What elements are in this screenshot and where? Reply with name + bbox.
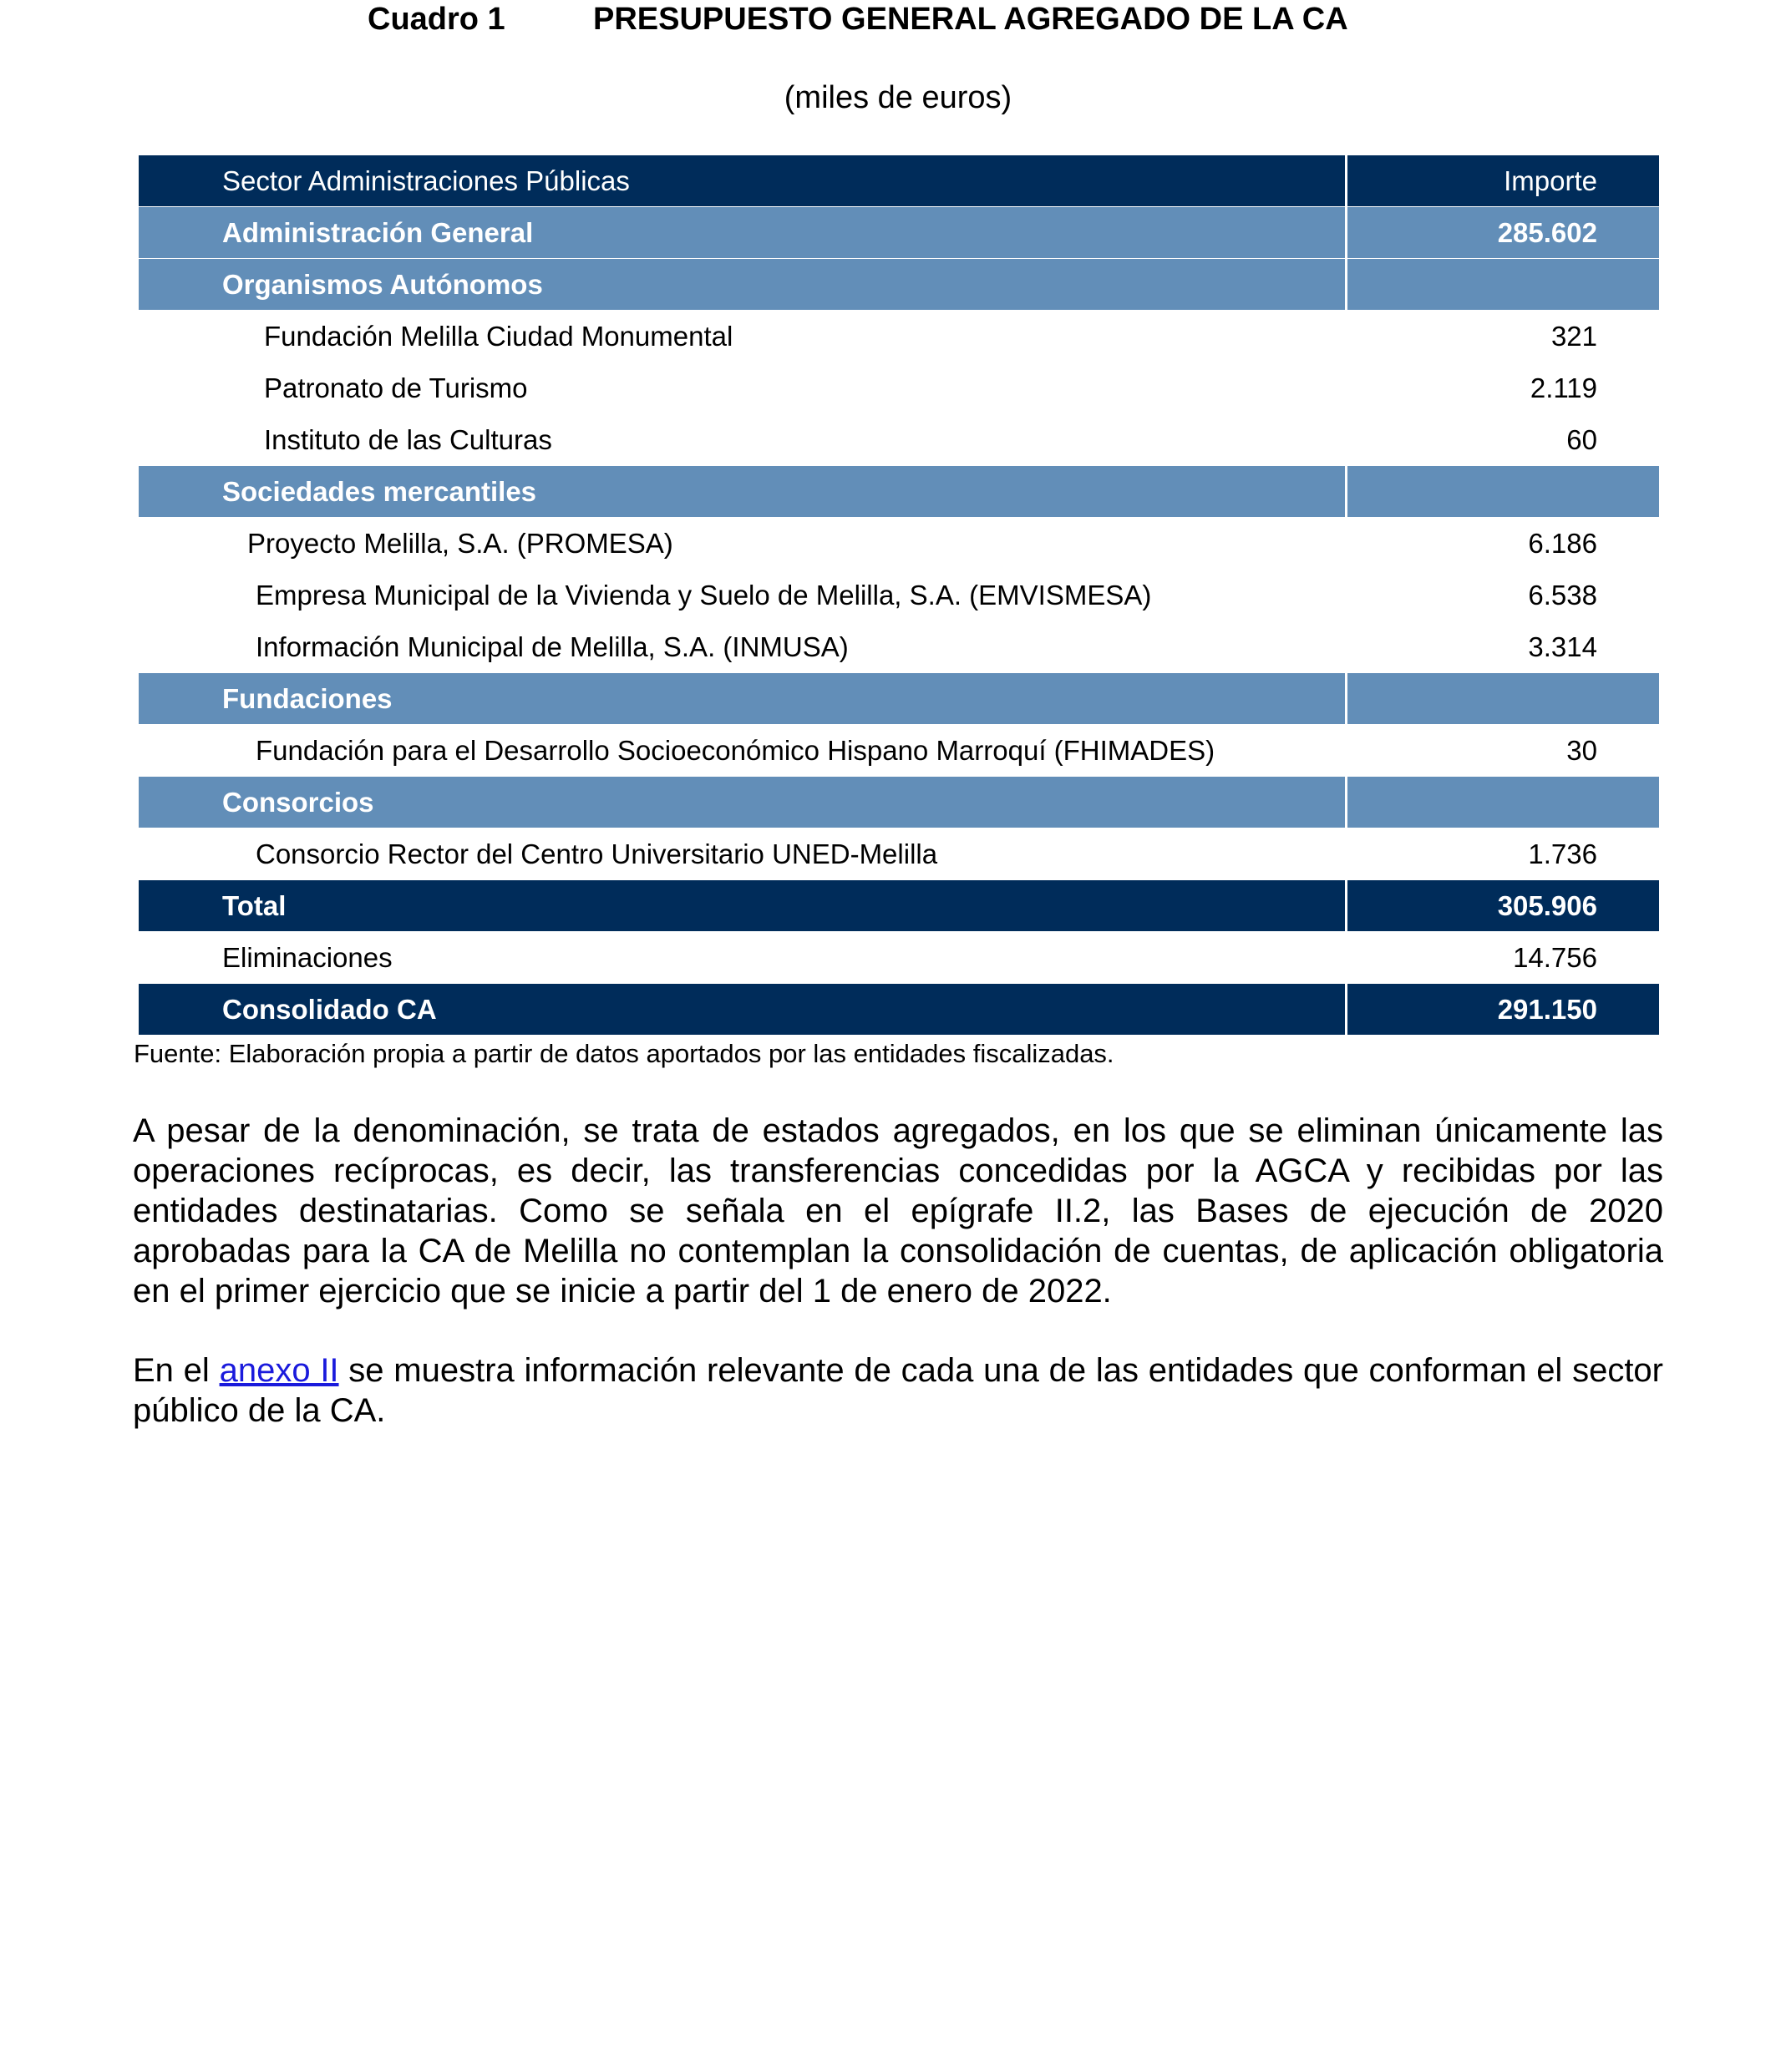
eliminaciones-label: Eliminaciones [222, 941, 393, 973]
entity-amount: 321 [1550, 320, 1597, 352]
entity-amount: 1.736 [1528, 838, 1597, 869]
table-row [139, 570, 1659, 621]
section-label: Consorcios [139, 777, 1347, 828]
total-label: Total [139, 880, 1347, 931]
consolidado-label: Consolidado CA [139, 984, 1347, 1035]
section-amount [1347, 673, 1659, 724]
table-caption [0, 0, 1776, 42]
section-amount [1347, 466, 1659, 517]
table-row [139, 311, 1659, 362]
entity-amount: 30 [1566, 734, 1597, 766]
entity-name: Proyecto Melilla, S.A. (PROMESA) [247, 527, 673, 559]
section-amount [1347, 777, 1659, 828]
section-label: Organismos Autónomos [139, 259, 1347, 310]
section-label: Fundaciones [139, 673, 1347, 724]
entity-amount: 6.538 [1528, 579, 1597, 610]
column-header-sector: Sector Administraciones Públicas [139, 155, 1347, 206]
table-title: PRESUPUESTO GENERAL AGREGADO DE LA CA [593, 2, 1348, 37]
entity-name: Empresa Municipal de la Vivienda y Suelo de Melilla, S.A. (EMVISMESA) [256, 579, 1152, 610]
total-row [139, 880, 1659, 932]
entity-name: Patronato de Turismo [264, 372, 528, 403]
consolidado-amount: 291.150 [1497, 993, 1597, 1025]
entity-amount: 60 [1566, 423, 1597, 455]
table-row [139, 362, 1659, 414]
eliminaciones-amount: 14.756 [1513, 941, 1597, 973]
table-header-row [139, 155, 1659, 207]
table-row [139, 725, 1659, 777]
entity-amount: 2.119 [1530, 372, 1597, 403]
entity-name: Información Municipal de Melilla, S.A. (INMUSA) [256, 631, 849, 662]
section-sociedades-mercantiles [139, 466, 1659, 518]
table-row [139, 518, 1659, 570]
body-paragraph: A pesar de la denominación, se trata de estados agregados, en los que se eliminan únicamente las operaciones recíprocas, es decir, las transferencias concedidas por la AGCA y recibidas por las entidades destinatarias. Como se señala en el epígrafe II.2, las Bases de ejecución de 2020 aprobadas para la CA de Melilla no contemplan la consolidación de cuentas, de aplicación obligatoria en el primer ejercicio que se inicie a partir del 1 de enero de 2022. [133, 1112, 1663, 1310]
budget-table [139, 155, 1659, 1036]
table-number: Cuadro 1 [368, 2, 505, 37]
column-header-amount: Importe [1504, 165, 1597, 196]
section-amount [1347, 259, 1659, 310]
section-label: Sociedades mercantiles [139, 466, 1347, 517]
entity-name: Instituto de las Culturas [264, 423, 552, 455]
entity-amount: 6.186 [1528, 527, 1597, 559]
entity-name: Fundación para el Desarrollo Socioeconómico Hispano Marroquí (FHIMADES) [256, 734, 1215, 766]
total-amount: 305.906 [1497, 889, 1597, 921]
table-row [139, 828, 1659, 880]
section-consorcios [139, 777, 1659, 828]
paragraph-text-after: se muestra información relevante de cada una de las entidades que conforman el sector público de la CA. [133, 1352, 1663, 1429]
source-note: Fuente: Elaboración propia a partir de datos aportados por las entidades fiscalizadas. [134, 1039, 1114, 1068]
row-administracion-general [139, 207, 1659, 259]
consolidado-row [139, 984, 1659, 1036]
entity-name: Fundación Melilla Ciudad Monumental [264, 320, 733, 352]
eliminaciones-row [139, 932, 1659, 984]
entity-name: Consorcio Rector del Centro Universitario UNED-Melilla [256, 838, 938, 869]
paragraph-text-before: En el [133, 1352, 220, 1389]
table-row [139, 621, 1659, 673]
annex-link[interactable]: anexo II [219, 1352, 339, 1389]
row-amount: 285.602 [1497, 216, 1597, 248]
section-fundaciones [139, 673, 1659, 725]
table-row [139, 414, 1659, 466]
section-organismos-autonomos [139, 259, 1659, 311]
entity-amount: 3.314 [1528, 631, 1597, 662]
row-label: Administración General [139, 207, 1347, 258]
units-subtitle: (miles de euros) [784, 80, 1012, 115]
annex-paragraph [133, 1350, 1663, 1431]
